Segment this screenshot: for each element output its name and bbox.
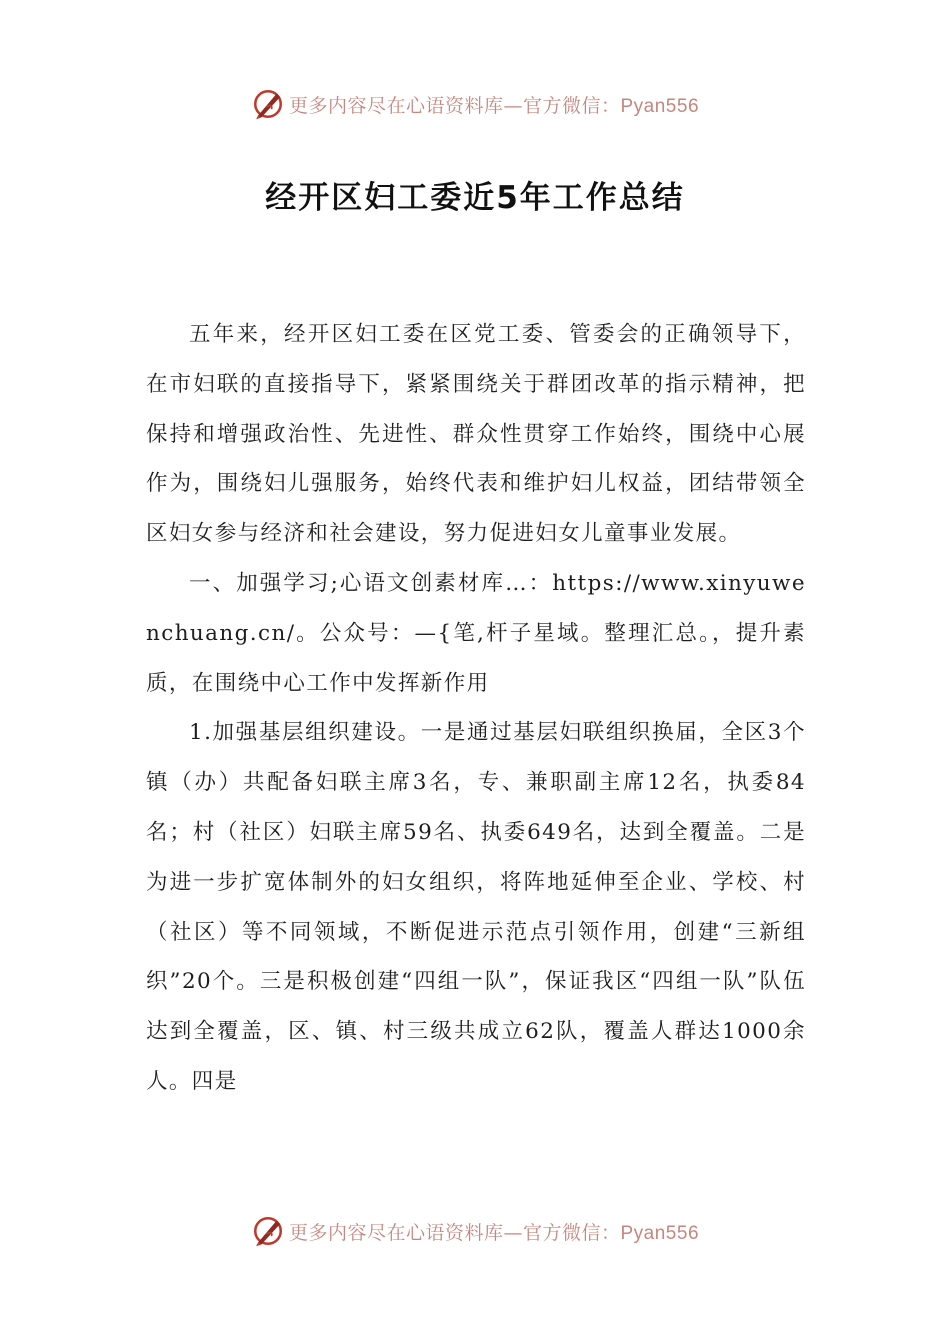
pen-logo-icon xyxy=(251,1214,285,1248)
watermark-text: 更多内容尽在心语资料库—官方微信：Pyan556 xyxy=(288,1221,700,1244)
paragraph-section-one: 一、加强学习;心语文创素材库…：https://www.xinyuwenchuang.cn/。公众号：—{笔,杆子星域。整理汇总。，提升素质，在围绕中心工作中发挥新作用 xyxy=(146,570,806,696)
footer-watermark xyxy=(0,1211,950,1251)
document-body xyxy=(146,310,806,1107)
pen-logo-icon xyxy=(251,87,285,121)
paragraph-intro: 五年来，经开区妇工委在区党工委、管委会的正确领导下，在市妇联的直接指导下，紧紧围绕关于群团改革的指示精神，把保持和增强政治性、先进性、群众性贯穿工作始终，围绕中心展作为，围绕妇儿强服务，始终代表和维护妇儿权益，团结带领全区妇女参与经济和社会建设，努力促进妇女儿童事业发展。 xyxy=(146,322,806,547)
document-title: 经开区妇工委近5年工作总结 xyxy=(265,180,685,216)
paragraph-item-one: 1.加强基层组织建设。一是通过基层妇联组织换届，全区3个镇（办）共配备妇联主席3名，专、兼职副主席12名，执委84名；村（社区）妇联主席59名、执委649名，达到全覆盖。二是为进一步扩宽体制外的妇女组织，将阵地延伸至企业、学校、村（社区）等不同领域，不断促进示范点引领作用，创建“三新组织”20个。三是积极创建“四组一队”，保证我区“四组一队”队伍达到全覆盖，区、镇、村三级共成立62队，覆盖人群达1000余人。四是 xyxy=(146,720,806,1094)
watermark-text: 更多内容尽在心语资料库—官方微信：Pyan556 xyxy=(288,94,700,117)
header-watermark xyxy=(0,84,950,124)
